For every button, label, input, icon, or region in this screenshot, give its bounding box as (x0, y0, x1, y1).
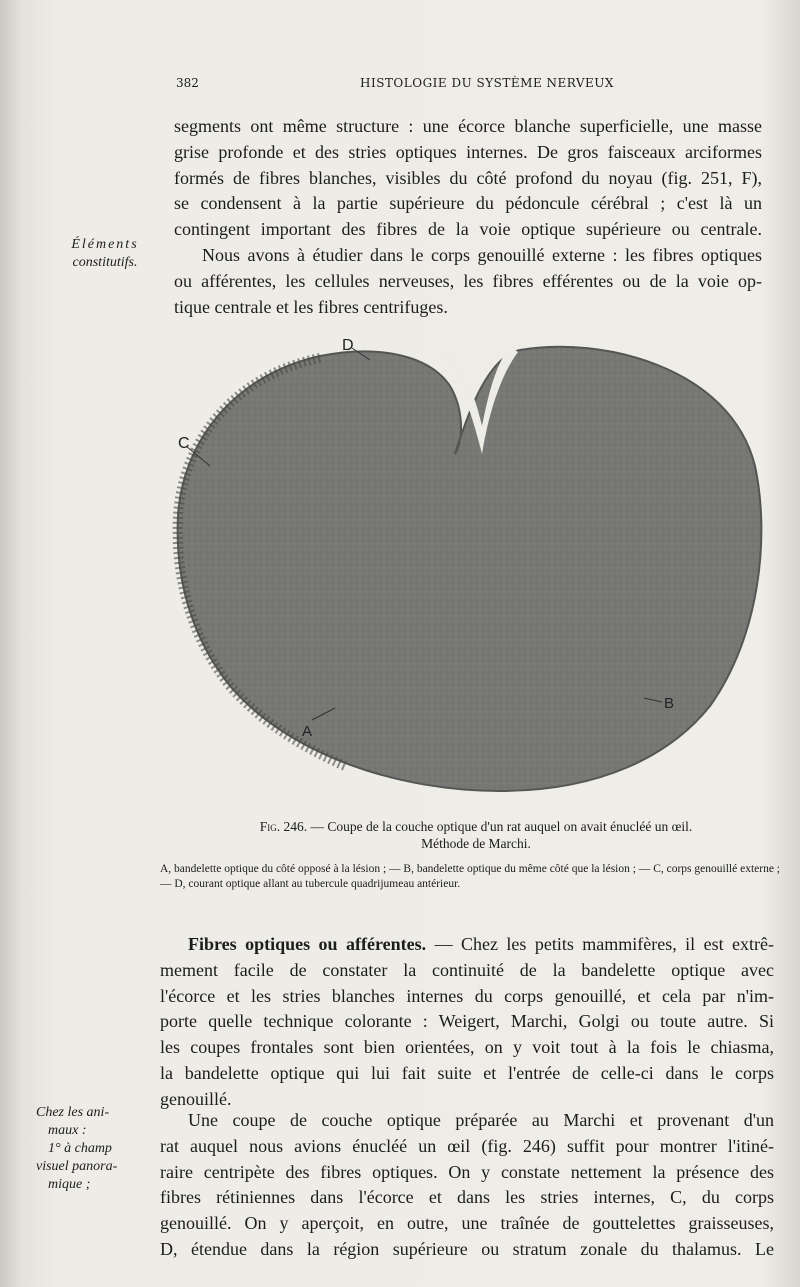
text-line: tique centrale et les fibres centrifuges. (174, 296, 448, 317)
margin-note-line: Éléments (71, 237, 139, 252)
figure-label-a: A (302, 723, 313, 740)
last-paragraph (160, 1108, 774, 1263)
margin-note-line: visuel panora- (36, 1159, 118, 1174)
text-line: formés de fibres blanches, visibles du côté profond du noyau (fig. 251, F), (174, 167, 762, 188)
text-line: genouillé. On y aperçoit, en outre, une traînée de gouttelettes graisseuses, (160, 1213, 774, 1234)
caption-text: — Coupe de la couche optique d'un rat auquel on avait énucléé un œil. (310, 819, 693, 834)
figure-legend: A, bandelette optique du côté opposé à la lésion ; — B, bandelette optique du même côté que la lésion ; — C, corps genouillé externe ; — D, courant optique allant au tubercule quadrijumeau antérieur. (160, 863, 780, 890)
top-paragraph (174, 114, 762, 243)
figure-label-b: B (664, 695, 675, 712)
page-number: 382 (176, 76, 199, 90)
figure-246 (170, 336, 770, 806)
section-heading: Fibres optiques ou afférentes. (188, 934, 427, 954)
section-fibres-optiques (160, 932, 774, 1113)
figure-caption (176, 818, 776, 852)
text-line: grise profonde et des stries optiques internes. De gros faisceaux arciformes (174, 141, 762, 162)
margin-note-line: constitutifs. (72, 255, 138, 270)
running-header (0, 76, 800, 96)
text-line: la bandelette optique qui lui fait suite et l'entrée de celle-ci dans le corps (160, 1062, 774, 1083)
text-line: se condensent à la partie supérieure du pédoncule cérébral ; c'est là un (174, 193, 762, 214)
caption-prefix: Fig. 246. (259, 819, 308, 834)
margin-note-line: Chez les ani- (36, 1105, 110, 1120)
section-line-first: — Chez les petits mammifères, il est extrê- (434, 934, 775, 954)
margin-note-animaux (36, 1104, 158, 1194)
caption-line-2: Méthode de Marchi. (421, 836, 531, 851)
text-line: D, étendue dans la région supérieure ou stratum zonale du thalamus. Le (160, 1238, 774, 1259)
text-line: les coupes frontales sont bien orientées, on y voit tout à la fois le chiasma, (160, 1037, 774, 1058)
text-line: segments ont même structure : une écorce blanche superficielle, une masse (174, 116, 762, 136)
text-line (160, 932, 774, 958)
text-line: rat auquel nous avions énucléé un œil (fig. 246) suffit pour montrer l'itiné- (160, 1135, 774, 1156)
second-paragraph (174, 243, 762, 320)
caption-line (176, 818, 776, 835)
margin-note-line: maux : (48, 1123, 87, 1138)
text-line: raire centripète des fibres optiques. On y constate nettement la présence des (160, 1161, 774, 1182)
running-title: HISTOLOGIE DU SYSTÈME NERVEUX (360, 76, 614, 90)
margin-note-line: mique ; (48, 1177, 91, 1192)
text-line: mement facile de constater la continuité de la bandelette optique avec (160, 959, 774, 980)
text-line: fibres rétiniennes dans l'écorce et dans les stries internes, C, du corps (160, 1187, 774, 1208)
figure-label-c: C (178, 435, 190, 452)
text-line: Nous avons à étudier dans le corps genouillé externe : les fibres optiques (202, 245, 762, 265)
brain-section (178, 347, 762, 791)
text-line: l'écorce et les stries blanches internes du corps genouillé, et cela par n'im- (160, 985, 774, 1006)
text-line: genouillé. (160, 1088, 232, 1109)
text-line: Une coupe de couche optique préparée au Marchi et provenant d'un (188, 1110, 774, 1130)
margin-note-line: 1° à champ (48, 1141, 112, 1156)
text-line: ou afférentes, les cellules nerveuses, les fibres efférentes ou de la voie op- (174, 270, 762, 291)
margin-note-elements (42, 236, 168, 272)
text-line: porte quelle technique colorante : Weigert, Marchi, Golgi ou toute autre. Si (160, 1011, 774, 1032)
text-line: contingent important des fibres de la voie optique supérieure ou centrale. (174, 219, 762, 240)
figure-label-d: D (342, 337, 354, 354)
